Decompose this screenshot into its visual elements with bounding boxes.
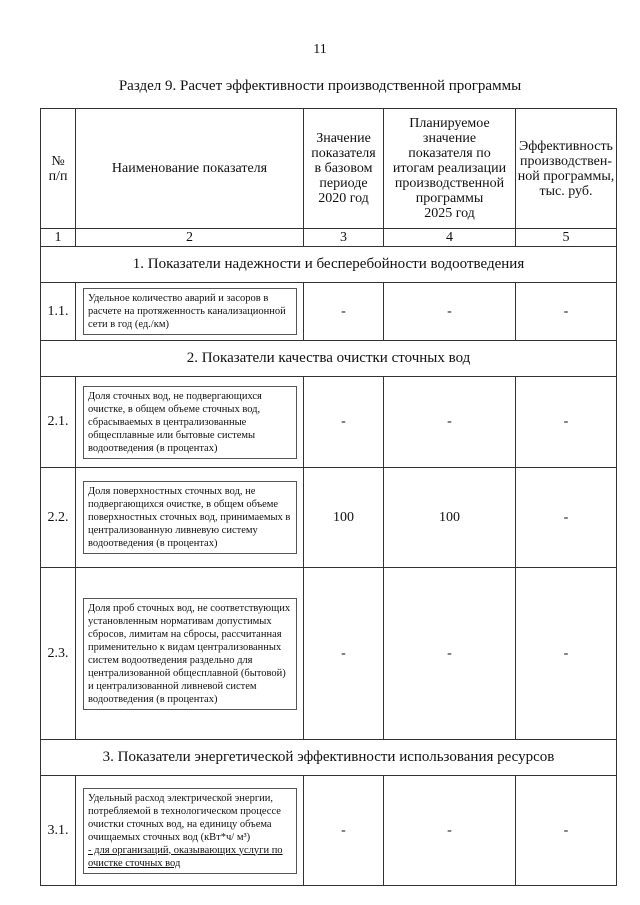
indicator-name	[76, 776, 304, 886]
section-title: 2. Показатели качества очистки сточных вод	[41, 341, 617, 377]
base-value: 100	[304, 468, 384, 568]
indicator-name-main: Удельный расход электрической энергии, потребляемой в технологическом процессе очистки сточных вод, на единицу объема очищаемых сточных вод (кВт*ч/ м³)	[88, 792, 281, 843]
efficiency-value: -	[516, 377, 617, 468]
indicator-name-note: - для организаций, оказывающих услуги по очистке сточных вод	[88, 844, 283, 869]
indicator-name-text	[83, 788, 297, 874]
base-value: -	[304, 568, 384, 740]
row-number: 2.3.	[41, 568, 76, 740]
section-title: 1. Показатели надежности и бесперебойности водоотведения	[41, 247, 617, 283]
base-value: -	[304, 776, 384, 886]
section-row	[41, 740, 617, 776]
plan-value: -	[384, 283, 516, 341]
column-number-row	[41, 229, 617, 247]
table-row	[41, 776, 617, 886]
page-number: 11	[313, 42, 327, 57]
efficiency-table	[40, 108, 617, 886]
section-title: 3. Показатели энергетической эффективности использования ресурсов	[41, 740, 617, 776]
base-value: -	[304, 283, 384, 341]
indicator-name-text: Доля поверхностных сточных вод, не подвергающихся очистке, в общем объеме поверхностных сточных вод, принимаемых в централизованную ливневую систему водоотведения (в процентах)	[83, 481, 297, 554]
indicator-name	[76, 468, 304, 568]
header-name: Наименование показателя	[76, 109, 304, 229]
efficiency-value: -	[516, 283, 617, 341]
efficiency-value: -	[516, 568, 617, 740]
row-number: 2.1.	[41, 377, 76, 468]
column-number: 1	[41, 229, 76, 247]
indicator-name	[76, 283, 304, 341]
column-number: 4	[384, 229, 516, 247]
indicator-name	[76, 377, 304, 468]
column-number: 2	[76, 229, 304, 247]
indicator-name	[76, 568, 304, 740]
plan-value: -	[384, 568, 516, 740]
table-row	[41, 283, 617, 341]
plan-value: -	[384, 377, 516, 468]
plan-value: 100	[384, 468, 516, 568]
column-number: 5	[516, 229, 617, 247]
header-plan: Планируемое значение показателя по итогам реализации производственной программы 2025 год	[384, 109, 516, 229]
header-num: № п/п	[41, 109, 76, 229]
indicator-name-text: Доля сточных вод, не подвергающихся очистке, в общем объеме сточных вод, сбрасываемых в централизованные общесплавные или бытовые системы водоотведения (в процентах)	[83, 386, 297, 459]
header-efficiency: Эффективность производствен- ной программы, тыс. руб.	[516, 109, 617, 229]
row-number: 3.1.	[41, 776, 76, 886]
table-row	[41, 377, 617, 468]
efficiency-value: -	[516, 776, 617, 886]
header-row	[41, 109, 617, 229]
header-base: Значение показателя в базовом периоде 2020 год	[304, 109, 384, 229]
indicator-name-text: Удельное количество аварий и засоров в расчете на протяженность канализационной сети в год (ед./км)	[83, 288, 297, 335]
efficiency-value: -	[516, 468, 617, 568]
indicator-name-text: Доля проб сточных вод, не соответствующих установленным нормативам допустимых сбросов, лимитам на сбросы, рассчитанная применительно к видам централизованных систем водоотведения раздельно для централизованной общесплавной (бытовой) и централизованной ливневой систем водоотведения (в процентах)	[83, 598, 297, 710]
row-number: 1.1.	[41, 283, 76, 341]
section-row	[41, 341, 617, 377]
table-row	[41, 568, 617, 740]
plan-value: -	[384, 776, 516, 886]
base-value: -	[304, 377, 384, 468]
section-row	[41, 247, 617, 283]
section-heading: Раздел 9. Расчет эффективности производственной программы	[118, 78, 522, 94]
row-number: 2.2.	[41, 468, 76, 568]
table-row	[41, 468, 617, 568]
column-number: 3	[304, 229, 384, 247]
